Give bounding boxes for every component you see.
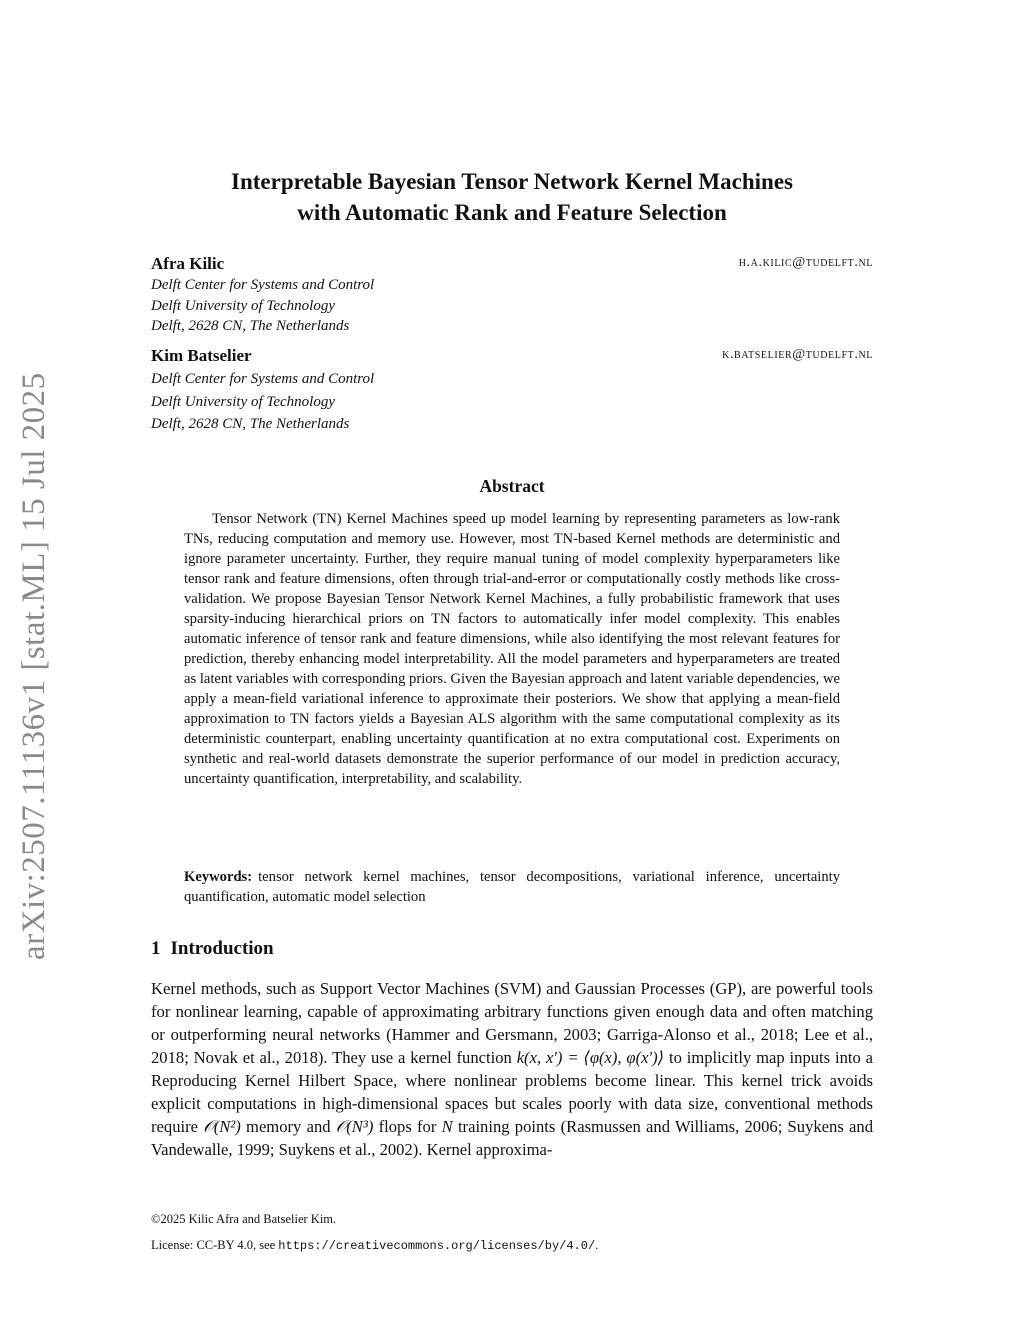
author-affiliation-address: Delft, 2628 CN, The Netherlands <box>151 318 350 334</box>
footer-license <box>151 1238 598 1253</box>
author-block-2 <box>151 345 873 435</box>
author-name: Afra Kilic <box>151 254 225 273</box>
author-affiliation-address: Delft, 2628 CN, The Netherlands <box>151 416 350 432</box>
title-line-2: with Automatic Rank and Feature Selection <box>297 200 727 225</box>
intro-text-part: Kernel methods, such as Support Vector Machines (SVM) and Gaussian Processes (GP), are powerful tools for nonlinear learning, capable of approximating arbitrary functions given enough data and often matching or outperforming neural networks (Hammer and Gersmann, 2003; Garriga-Alonso et al., 2018; Lee et al., 2018; Novak et al., 2018). They use a kernel function <box>151 979 873 1067</box>
author-email[interactable]: k.batselier@tudelft.nl <box>722 347 873 362</box>
keywords-text: tensor network kernel machines, tensor decompositions, variational inference, uncertainty quantification, automatic model selection <box>184 869 840 905</box>
author-name: Kim Batselier <box>151 346 252 365</box>
intro-text-part: training points (Rasmussen and Williams, 2006; Suykens and Vandewalle, 1999; Suykens et al., 2002). Kernel approxima- <box>151 1117 873 1159</box>
author-affiliation-university: Delft University of Technology <box>151 297 335 314</box>
section-number: 1 <box>151 938 161 959</box>
intro-text-part: to implicitly map inputs into a Reproducing Kernel Hilbert Space, where nonlinear problems become linear. This kernel trick avoids explicit computations in high-dimensional spaces but scales poorly with data size, conventional methods require <box>151 1048 873 1136</box>
paper-title <box>0 166 1024 228</box>
author-affiliation-university: Delft University of Technology <box>151 393 335 410</box>
author-affiliation-center: Delft Center for Systems and Control <box>151 371 375 387</box>
footer-copyright: ©2025 Kilic Afra and Batselier Kim. <box>151 1212 337 1226</box>
flops-complexity-formula: 𝒪(N³) <box>335 1117 374 1136</box>
abstract-heading: Abstract <box>479 476 545 496</box>
memory-complexity-formula: 𝒪(N²) <box>203 1117 241 1136</box>
license-prefix: License: CC-BY 4.0, see <box>151 1238 279 1252</box>
keywords-label: Keywords: <box>184 869 253 885</box>
intro-text-part: memory and <box>240 1117 336 1136</box>
section-heading-introduction <box>151 938 274 960</box>
title-line-1: Interpretable Bayesian Tensor Network Kernel Machines <box>231 169 793 194</box>
n-variable: N <box>441 1117 453 1136</box>
author-email[interactable]: h.a.kilic@tudelft.nl <box>738 255 873 270</box>
author-affiliation-center: Delft Center for Systems and Control <box>151 277 375 293</box>
author-block-1 <box>151 253 873 337</box>
kernel-formula: k(x, x′) = ⟨φ(x), φ(x′)⟩ <box>516 1048 665 1067</box>
license-suffix: . <box>595 1238 599 1252</box>
keywords <box>184 867 840 907</box>
intro-text-part: flops for <box>373 1117 442 1136</box>
license-link[interactable]: https://creativecommons.org/licenses/by/4.0/ <box>278 1239 596 1253</box>
arxiv-side-stamp: arXiv:2507.11136v1 [stat.ML] 15 Jul 2025 <box>16 372 52 960</box>
section-title: Introduction <box>170 938 274 959</box>
abstract-body: Tensor Network (TN) Kernel Machines speed up model learning by representing parameters as low-rank TNs, reducing computation and memory use. However, most TN-based Kernel methods are deterministic and ignore parameter uncertainty. Further, they require manual tuning of model complexity hyperparameters like tensor rank and feature dimensions, often through trial-and-error or computationally costly methods like cross-validation. We propose Bayesian Tensor Network Kernel Machines, a fully probabilistic framework that uses sparsity-inducing hierarchical priors on TN factors to automatically infer model complexity. This enables automatic inference of tensor rank and feature dimensions, while also identifying the most relevant features for prediction, thereby enhancing model interpretability. All the model parameters and hyperparameters are treated as latent variables with corresponding priors. Given the Bayesian approach and latent variable dependencies, we apply a mean-field variational inference to approximate their posteriors. We show that applying a mean-field approximation to TN factors yields a Bayesian ALS algorithm with the same computational complexity as its deterministic counterpart, enabling uncertainty quantification at no extra computational cost. Experiments on synthetic and real-world datasets demonstrate the superior performance of our model in prediction accuracy, uncertainty quantification, interpretability, and scalability. <box>184 511 840 787</box>
introduction-paragraph <box>151 977 873 1161</box>
